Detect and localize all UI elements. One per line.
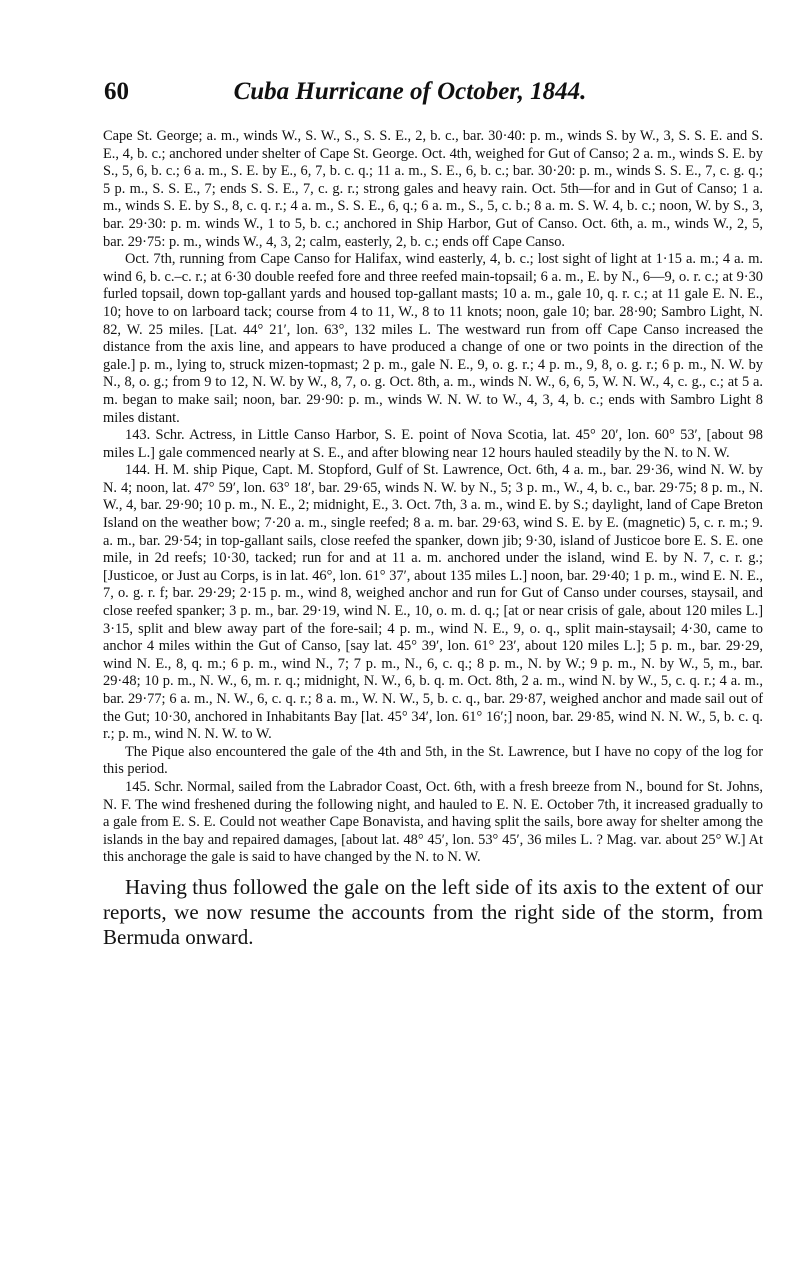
running-title: Cuba Hurricane of October, 1844. [233,78,587,105]
paragraph-cape-st-george: Cape St. George; a. m., winds W., S. W., S., S. S. E., 2, b. c., bar. 30·40: p. m., winds S. by W., 3, S. S. E. and S. E., 4, b. c.; anchored under shelter of Cape St. George. Oct. 4th, weighed for Gut of Canso; 2 a. m., winds S. E. by S., 5, 6, b. c.; 6 a. m., S. E. by E., 6, 7, b. c. q.; 11 a. m., S. E., 6, b. c.; bar. 30·20: p. m., winds S. S. E., 7, c. g. q.; 5 p. m., S. S. E., 7; ends S. S. E., 7, c. g. r.; strong gales and heavy rain. Oct. 5th—for and in Gut of Canso; 1 a. m., winds S. E. by S., 8, c. q. r.; 4 a. m., S. S. E., 6, q.; 6 a. m., S., 5, c. b.; 8 a. m. S. W. 4, b. c.; noon, W. by S., 3, bar. 29·30: p. m. winds W., 1 to 5, b. c.; anchored in Ship Harbor, Gut of Canso. Oct. 6th, a. m., winds W., 2, 5, bar. 29·75: p. m., winds W., 4, 3, 2; calm, easterly, 2, b. c.; ends off Cape Canso. [103,128,763,250]
paragraph-144-pique: 144. H. M. ship Pique, Capt. M. Stopford, Gulf of St. Lawrence, Oct. 6th, 4 a. m., bar. 29·36, wind N. W. by N. 4; noon, lat. 47° 59′, lon. 63° 18′, bar. 29·65, winds N. W. by N., 5; 3 p. m., W., 4, b. c., bar. 29·75; 8 p. m., N. W., 4, bar. 29·90; 10 p. m., N. E., 2; midnight, E., 3. Oct. 7th, 3 a. m., wind E. by S.; daylight, land of Cape Breton Island on the weather bow; 7·20 a. m., single reefed; 8 a. m. bar. 29·63, wind S. E. by E. (magnetic) 5, c. r. m.; 9. a. m., bar. 29·54; in top-gallant sails, close reefed the spanker, down jib; 9·30, island of Justicoe bore E. S. E. one mile, in 2d reefs; 10·30, tacked; run for and at 11 a. m. anchored under the island, wind E. by N. 7, c. r. g.; [Justicoe, or Just au Corps, is in lat. 46°, lon. 61° 37′, about 135 miles L.] noon, bar. 29·40; 1 p. m., wind E. N. E., 7, o. g. r. f; bar. 29·29; 2·15 p. m., wind 8, weighed anchor and run for Gut of Canso under courses, staysail, and close reefed spanker; 3 p. m., bar. 29·19, wind N. E., 10, o. m. d. q.; [at or near crisis of gale, about 120 miles L.] 3·15, split and blew away part of the fore-sail; 4 p. m., wind N. E., 9, o. q., split main-staysail; 4·30, came to anchor 4 miles within the Gut of Canso, [say lat. 45° 39′, lon. 61° 23′, about 120 miles L.]; 5 p. m., bar. 29·29, wind N. E., 8, q. m.; 6 p. m., wind N., 7; 7 p. m., N., 6, c. q.; 8 p. m., N. by W.; 9 p. m., N. by W., 5, m., bar. 29·48; 10 p. m., N. W., 6, m. r. q.; midnight, N. W., 6, b. q. m. Oct. 8th, 2 a. m., wind N. by W., 5, c. q. r.; 4 a. m., bar. 29·77; 6 a. m., N. W., 6, c. q. r.; 8 a. m., W. N. W., 5, b. c. q., bar. 29·87, weighed anchor and made sail out of the Gut; 10·30, anchored in Inhabitants Bay [lat. 45° 34′, lon. 61° 16′;] noon, bar. 29·85, wind N. N. W., 5, b. c. q. r.; p. m., wind N. N. W. to W. [103,462,763,743]
paragraph-145-normal: 145. Schr. Normal, sailed from the Labrador Coast, Oct. 6th, with a fresh breeze from N., bound for St. Johns, N. F. The wind freshened during the following night, and hauled to E. N. E. October 7th, it increased gradually to a gale from E. S. E. Could not weather Cape Bonavista, and having split the sails, bore away for shelter among the islands in the bay and repaired damages, [about lat. 48° 45′, lon. 53° 45′, 36 miles L. ? Mag. var. about 25° W.] At this anchorage the gale is said to have changed by the N. to N. W. [103,778,763,866]
paragraph-143-actress: 143. Schr. Actress, in Little Canso Harbor, S. E. point of Nova Scotia, lat. 45° 20′, lon. 60° 53′, [about 98 miles L.] gale commenced nearly at S. E., and after blowing near 12 hours hauled steadily by the N. to N. W. [103,427,763,461]
closing-paragraph: Having thus followed the gale on the left side of its axis to the extent of our reports, we now resume the accounts from the right side of the storm, from Bermuda onward. [103,874,763,949]
page-header [80,78,740,110]
paragraph-pique-note: The Pique also encountered the gale of the 4th and 5th, in the St. Lawrence, but I have no copy of the log for this period. [103,743,763,778]
page-body [103,128,763,950]
page-number: 60 [104,78,129,105]
paragraph-oct-7th: Oct. 7th, running from Cape Canso for Halifax, wind easterly, 4, b. c.; lost sight of light at 1·15 a. m.; 4 a. m. wind 6, b. c.–c. r.; at 6·30 double reefed fore and three reefed main-topsail; 6 a. m., E. by N., 6—9, o. r. c.; at 9·30 furled topsail, down top-gallant yards and housed top-gallant masts; 10 a. m., gale 10, q. r. c.; at 11 gale E. N. E., 10; hove to on larboard tack; course from 4 to 11, W., 8 to 11 knots; noon, gale 10; bar. 28·90; Sambro Light, N. 82, W. 25 miles. [Lat. 44° 21′, lon. 63°, 132 miles L. The westward run from off Cape Canso increased the distance from the axis line, and appears to have produced a change of one or two points in the direction of the gale.] p. m., lying to, struck mizen-topmast; 2 p. m., gale N. E., 9, o. g. r.; 4 p. m., 9, 8, o. g. r.; 6 p. m., N. W. by N., 8, o. g.; from 9 to 12, N. W. by W., 8, 7, o. g. Oct. 8th, a. m., winds N. W., 6, 6, 5, W. N. W., 4, c. g., c.; at 5 a. m. began to make sail; noon, bar. 29·90: p. m., winds W. N. W. to W., 4, 3, 4, b. c.; ends with Sambro Light 8 miles distant. [103,251,763,426]
